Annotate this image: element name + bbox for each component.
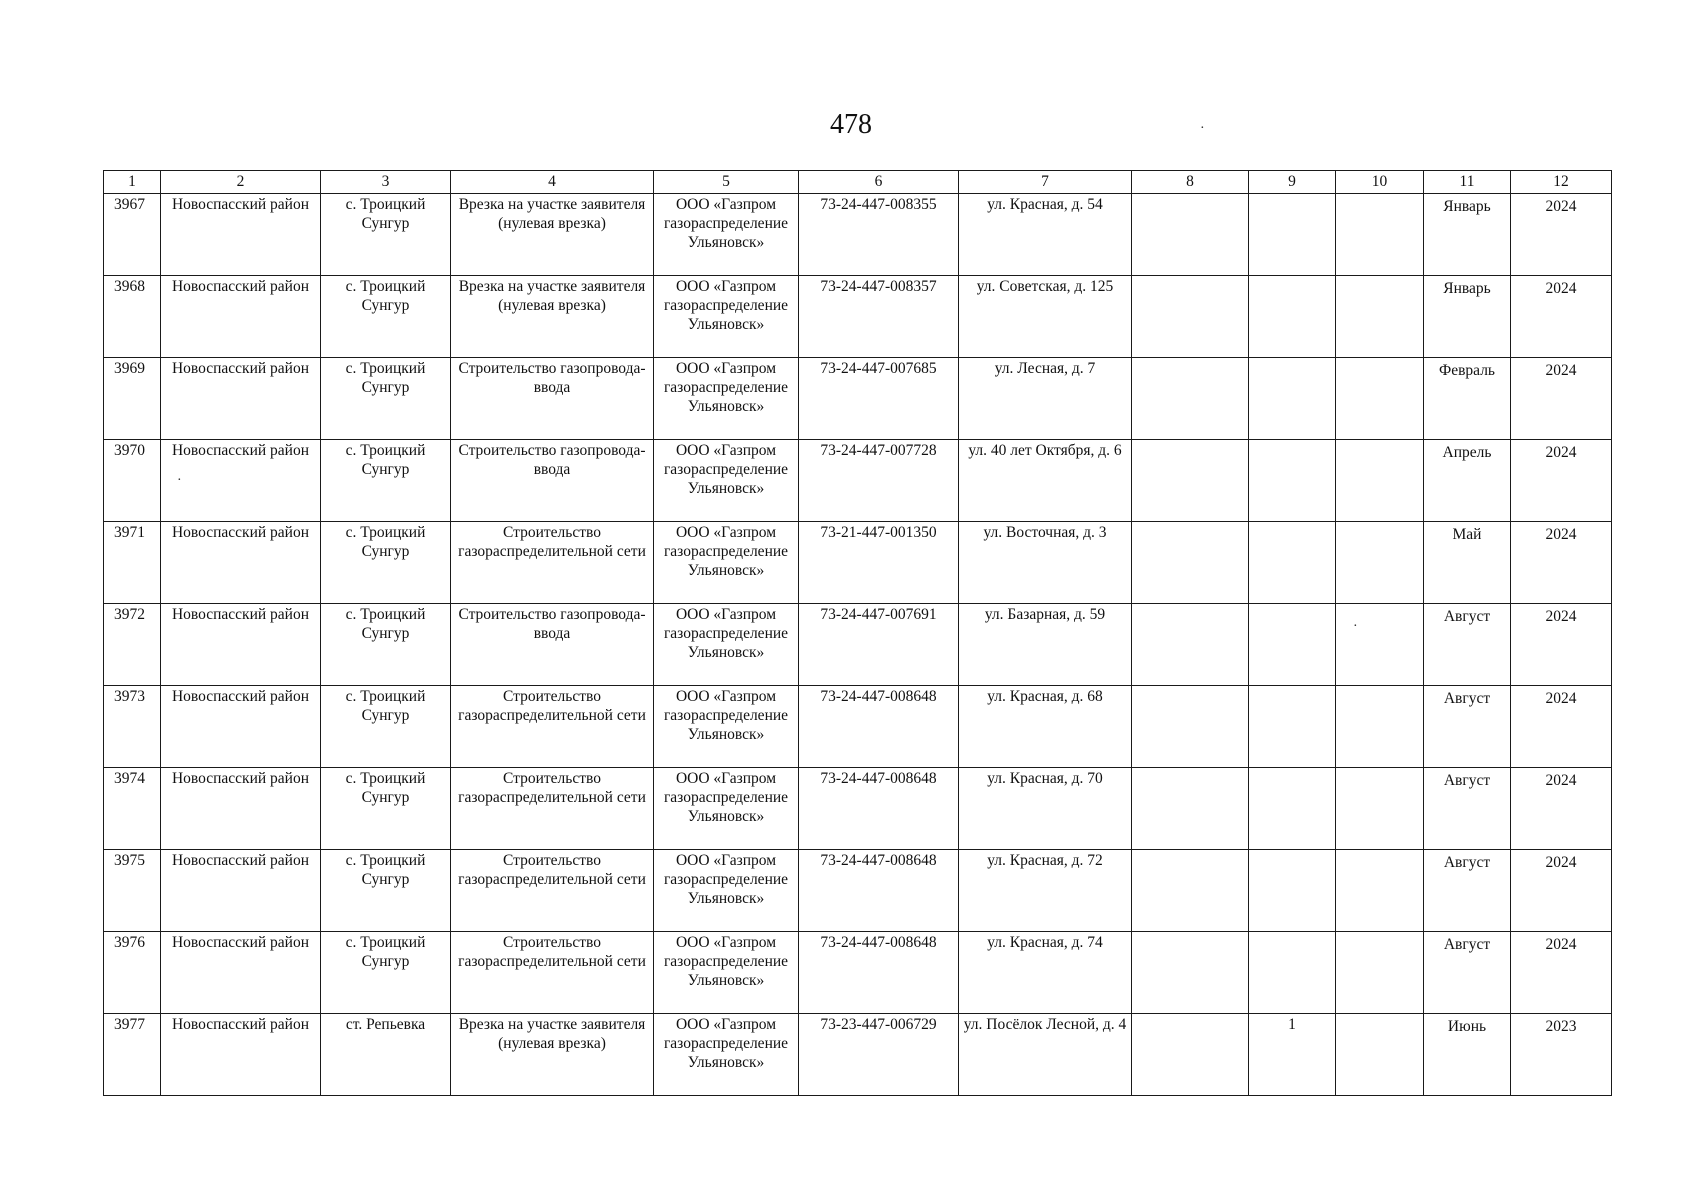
row-number: 3967	[104, 194, 161, 276]
district-cell: Новоспасский район	[161, 358, 321, 440]
col10-cell	[1336, 358, 1424, 440]
address-cell: ул. Красная, д. 68	[959, 686, 1132, 768]
col8-cell	[1132, 276, 1249, 358]
row-number: 3968	[104, 276, 161, 358]
address-cell: ул. Лесная, д. 7	[959, 358, 1132, 440]
column-header: 2	[161, 171, 321, 194]
address-cell: ул. Красная, д. 70	[959, 768, 1132, 850]
registry-table	[103, 170, 1612, 1096]
row-number: 3975	[104, 850, 161, 932]
code-cell: 73-24-447-007685	[799, 358, 959, 440]
col10-cell	[1336, 194, 1424, 276]
row-number: 3973	[104, 686, 161, 768]
month-cell: Июнь	[1424, 1014, 1511, 1096]
col10-cell	[1336, 686, 1424, 768]
settlement-cell: с. Троицкий Сунгур	[321, 768, 451, 850]
row-number: 3976	[104, 932, 161, 1014]
col8-cell	[1132, 768, 1249, 850]
work-type-cell: Врезка на участке заявителя (нулевая врезка)	[451, 1014, 654, 1096]
table-row	[104, 522, 1612, 604]
col9-cell	[1249, 686, 1336, 768]
table-row	[104, 686, 1612, 768]
settlement-cell: с. Троицкий Сунгур	[321, 686, 451, 768]
district-cell: Новоспасский район	[161, 768, 321, 850]
scan-speck: ·	[177, 473, 182, 488]
work-type-cell: Строительство газораспределительной сети	[451, 850, 654, 932]
organization-cell: ООО «Газпром газораспределение Ульяновск»	[654, 768, 799, 850]
col8-cell	[1132, 194, 1249, 276]
row-number: 3974	[104, 768, 161, 850]
year-cell: 2024	[1511, 768, 1612, 850]
col10-cell	[1336, 522, 1424, 604]
settlement-cell: ст. Репьевка	[321, 1014, 451, 1096]
table-row	[104, 850, 1612, 932]
year-cell: 2024	[1511, 358, 1612, 440]
column-header: 11	[1424, 171, 1511, 194]
organization-cell: ООО «Газпром газораспределение Ульяновск»	[654, 686, 799, 768]
address-cell: ул. Советская, д. 125	[959, 276, 1132, 358]
district-cell: Новоспасский район	[161, 440, 321, 522]
col9-cell	[1249, 604, 1336, 686]
district-cell: Новоспасский район	[161, 932, 321, 1014]
year-cell: 2024	[1511, 522, 1612, 604]
settlement-cell: с. Троицкий Сунгур	[321, 358, 451, 440]
col10-cell	[1336, 932, 1424, 1014]
work-type-cell: Врезка на участке заявителя (нулевая врезка)	[451, 194, 654, 276]
year-cell: 2024	[1511, 850, 1612, 932]
month-cell: Февраль	[1424, 358, 1511, 440]
month-cell: Август	[1424, 686, 1511, 768]
row-number: 3971	[104, 522, 161, 604]
district-cell: Новоспасский район	[161, 604, 321, 686]
month-cell: Январь	[1424, 276, 1511, 358]
settlement-cell: с. Троицкий Сунгур	[321, 850, 451, 932]
work-type-cell: Врезка на участке заявителя (нулевая врезка)	[451, 276, 654, 358]
district-cell: Новоспасский район	[161, 1014, 321, 1096]
table-row	[104, 1014, 1612, 1096]
settlement-cell: с. Троицкий Сунгур	[321, 932, 451, 1014]
code-cell: 73-23-447-006729	[799, 1014, 959, 1096]
address-cell: ул. Красная, д. 54	[959, 194, 1132, 276]
address-cell: ул. Базарная, д. 59	[959, 604, 1132, 686]
address-cell: ул. Восточная, д. 3	[959, 522, 1132, 604]
code-cell: 73-21-447-001350	[799, 522, 959, 604]
col8-cell	[1132, 686, 1249, 768]
col8-cell	[1132, 604, 1249, 686]
settlement-cell: с. Троицкий Сунгур	[321, 440, 451, 522]
column-number-row	[104, 171, 1612, 194]
organization-cell: ООО «Газпром газораспределение Ульяновск»	[654, 440, 799, 522]
organization-cell: ООО «Газпром газораспределение Ульяновск»	[654, 194, 799, 276]
organization-cell: ООО «Газпром газораспределение Ульяновск»	[654, 604, 799, 686]
scan-speck: ·	[1353, 619, 1358, 634]
month-cell: Август	[1424, 932, 1511, 1014]
district-cell: Новоспасский район	[161, 522, 321, 604]
col8-cell	[1132, 932, 1249, 1014]
code-cell: 73-24-447-008648	[799, 850, 959, 932]
col10-cell	[1336, 768, 1424, 850]
district-cell: Новоспасский район	[161, 850, 321, 932]
month-cell: Апрель	[1424, 440, 1511, 522]
col9-cell	[1249, 850, 1336, 932]
column-header: 5	[654, 171, 799, 194]
table-row	[104, 604, 1612, 686]
code-cell: 73-24-447-008648	[799, 932, 959, 1014]
column-header: 6	[799, 171, 959, 194]
organization-cell: ООО «Газпром газораспределение Ульяновск»	[654, 522, 799, 604]
column-header: 9	[1249, 171, 1336, 194]
col8-cell	[1132, 1014, 1249, 1096]
col8-cell	[1132, 850, 1249, 932]
table-row	[104, 358, 1612, 440]
column-header: 12	[1511, 171, 1612, 194]
table-row	[104, 768, 1612, 850]
work-type-cell: Строительство газопровода-ввода	[451, 440, 654, 522]
table-row	[104, 276, 1612, 358]
column-header: 1	[104, 171, 161, 194]
district-cell: Новоспасский район	[161, 276, 321, 358]
code-cell: 73-24-447-008355	[799, 194, 959, 276]
work-type-cell: Строительство газораспределительной сети	[451, 768, 654, 850]
settlement-cell: с. Троицкий Сунгур	[321, 194, 451, 276]
registry-body	[104, 194, 1612, 1096]
address-cell: ул. Красная, д. 74	[959, 932, 1132, 1014]
address-cell: ул. Красная, д. 72	[959, 850, 1132, 932]
table-row	[104, 440, 1612, 522]
col9-cell	[1249, 522, 1336, 604]
organization-cell: ООО «Газпром газораспределение Ульяновск»	[654, 358, 799, 440]
code-cell: 73-24-447-008648	[799, 768, 959, 850]
column-header: 8	[1132, 171, 1249, 194]
work-type-cell: Строительство газораспределительной сети	[451, 932, 654, 1014]
year-cell: 2024	[1511, 932, 1612, 1014]
month-cell: Январь	[1424, 194, 1511, 276]
work-type-cell: Строительство газораспределительной сети	[451, 686, 654, 768]
col8-cell	[1132, 358, 1249, 440]
scan-speck: ·	[1200, 121, 1205, 136]
settlement-cell: с. Троицкий Сунгур	[321, 604, 451, 686]
row-number: 3969	[104, 358, 161, 440]
col8-cell	[1132, 522, 1249, 604]
col10-cell	[1336, 1014, 1424, 1096]
month-cell: Май	[1424, 522, 1511, 604]
settlement-cell: с. Троицкий Сунгур	[321, 276, 451, 358]
year-cell: 2024	[1511, 686, 1612, 768]
col10-cell	[1336, 604, 1424, 686]
col9-cell	[1249, 932, 1336, 1014]
year-cell: 2024	[1511, 604, 1612, 686]
month-cell: Август	[1424, 850, 1511, 932]
code-cell: 73-24-447-008357	[799, 276, 959, 358]
settlement-cell: с. Троицкий Сунгур	[321, 522, 451, 604]
row-number: 3970	[104, 440, 161, 522]
column-header: 4	[451, 171, 654, 194]
organization-cell: ООО «Газпром газораспределение Ульяновск»	[654, 850, 799, 932]
col10-cell	[1336, 440, 1424, 522]
district-cell: Новоспасский район	[161, 194, 321, 276]
table-row	[104, 194, 1612, 276]
work-type-cell: Строительство газопровода-ввода	[451, 358, 654, 440]
year-cell: 2023	[1511, 1014, 1612, 1096]
col9-cell	[1249, 768, 1336, 850]
row-number: 3977	[104, 1014, 161, 1096]
col9-cell	[1249, 194, 1336, 276]
col9-cell	[1249, 358, 1336, 440]
month-cell: Август	[1424, 604, 1511, 686]
year-cell: 2024	[1511, 440, 1612, 522]
column-header: 7	[959, 171, 1132, 194]
col9-cell: 1	[1249, 1014, 1336, 1096]
address-cell: ул. Посёлок Лесной, д. 4	[959, 1014, 1132, 1096]
col9-cell	[1249, 276, 1336, 358]
page-number: 478	[830, 109, 872, 140]
code-cell: 73-24-447-007728	[799, 440, 959, 522]
organization-cell: ООО «Газпром газораспределение Ульяновск»	[654, 276, 799, 358]
work-type-cell: Строительство газораспределительной сети	[451, 522, 654, 604]
district-cell: Новоспасский район	[161, 686, 321, 768]
organization-cell: ООО «Газпром газораспределение Ульяновск»	[654, 1014, 799, 1096]
year-cell: 2024	[1511, 194, 1612, 276]
work-type-cell: Строительство газопровода-ввода	[451, 604, 654, 686]
col10-cell	[1336, 276, 1424, 358]
code-cell: 73-24-447-008648	[799, 686, 959, 768]
column-header: 3	[321, 171, 451, 194]
col9-cell	[1249, 440, 1336, 522]
col10-cell	[1336, 850, 1424, 932]
address-cell: ул. 40 лет Октября, д. 6	[959, 440, 1132, 522]
month-cell: Август	[1424, 768, 1511, 850]
code-cell: 73-24-447-007691	[799, 604, 959, 686]
row-number: 3972	[104, 604, 161, 686]
table-row	[104, 932, 1612, 1014]
col8-cell	[1132, 440, 1249, 522]
column-header: 10	[1336, 171, 1424, 194]
year-cell: 2024	[1511, 276, 1612, 358]
organization-cell: ООО «Газпром газораспределение Ульяновск»	[654, 932, 799, 1014]
